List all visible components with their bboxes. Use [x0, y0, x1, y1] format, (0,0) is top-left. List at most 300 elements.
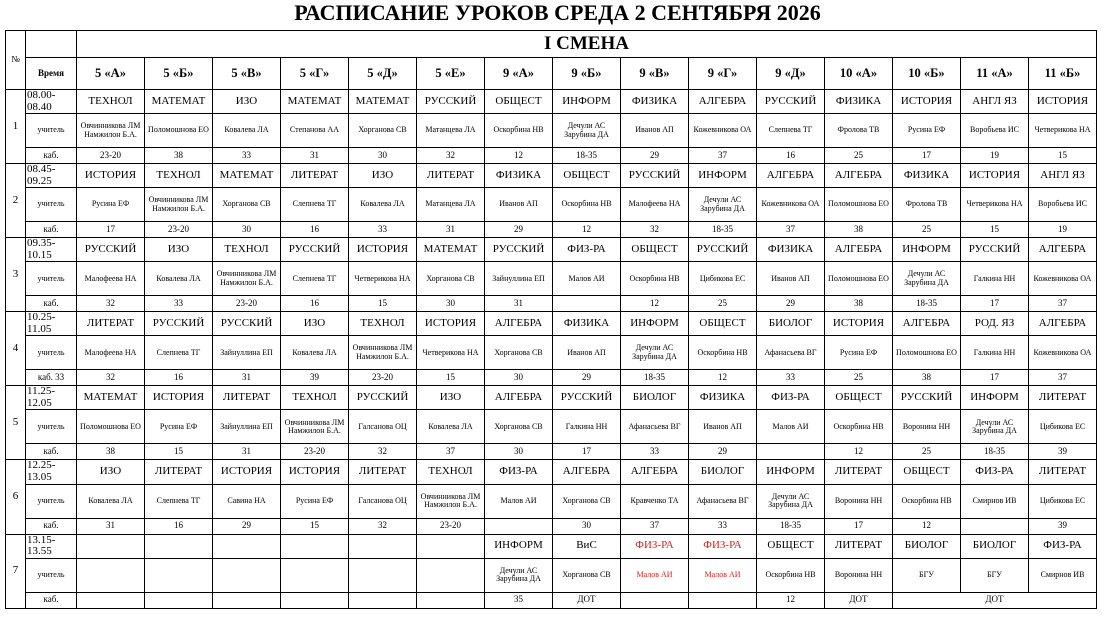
- room-cell: 30: [417, 296, 485, 312]
- class-header: 10 «А»: [825, 58, 893, 90]
- room-cell: 38: [825, 222, 893, 238]
- subject-cell: РУССКИЙ: [893, 386, 961, 410]
- room-cell: 15: [961, 222, 1029, 238]
- teacher-cell: Кравченко ТА: [621, 484, 689, 518]
- teacher-cell: Савина НА: [213, 484, 281, 518]
- subject-cell: МАТЕМАТ: [77, 386, 145, 410]
- room-cell: ДОТ: [825, 592, 893, 608]
- shift-title: I СМЕНА: [77, 31, 1097, 58]
- empty-cell: [417, 534, 485, 558]
- empty-cell: [213, 558, 281, 592]
- teacher-cell: Дечули АС Зарубина ДА: [553, 114, 621, 148]
- room-cell: 25: [825, 370, 893, 386]
- room-cell: 15: [281, 518, 349, 534]
- room-cell: 15: [349, 296, 417, 312]
- teacher-cell: Слепнева ТГ: [757, 114, 825, 148]
- schedule-table: [5, 30, 1097, 609]
- teacher-cell: Оскорбина НВ: [825, 410, 893, 444]
- room-cell: 29: [757, 296, 825, 312]
- empty-cell: [77, 534, 145, 558]
- subject-cell: ФИЗ-РА: [621, 534, 689, 558]
- subject-cell: ИНФОРМ: [689, 164, 757, 188]
- class-header: 5 «В»: [213, 58, 281, 90]
- subject-cell: АЛГЕБРА: [485, 312, 553, 336]
- subject-cell: ФИЗИКА: [757, 238, 825, 262]
- class-header: 9 «Б»: [553, 58, 621, 90]
- subject-cell: РУССКИЙ: [145, 312, 213, 336]
- teacher-cell: Воробьева ИС: [961, 114, 1029, 148]
- room-cell: 12: [689, 370, 757, 386]
- room-cell: [689, 592, 757, 608]
- teacher-cell: Четверикова НА: [1029, 114, 1097, 148]
- room-cell: 39: [1029, 518, 1097, 534]
- teacher-cell: Матанцева ЛА: [417, 114, 485, 148]
- subject-cell: ЛИТЕРАТ: [417, 164, 485, 188]
- subject-cell: АНГЛ ЯЗ: [1029, 164, 1097, 188]
- subject-cell: ОБЩЕСТ: [621, 238, 689, 262]
- teacher-cell: Дечули АС Зарубина ДА: [485, 558, 553, 592]
- teacher-cell: Поломошнова ЕО: [825, 262, 893, 296]
- teacher-cell: Смирнов ИВ: [1029, 558, 1097, 592]
- room-cell: 17: [77, 222, 145, 238]
- empty-cell: [213, 534, 281, 558]
- teacher-cell: Галсанова ОЦ: [349, 410, 417, 444]
- lesson-time: 10.25- 11.05: [26, 312, 77, 336]
- subject-cell: МАТЕМАТ: [281, 90, 349, 114]
- room-cell: 32: [349, 518, 417, 534]
- teacher-cell: Оскорбина НВ: [485, 114, 553, 148]
- subject-cell: ЛИТЕРАТ: [145, 460, 213, 484]
- teacher-cell: Воронина НН: [825, 558, 893, 592]
- teacher-cell: Фролова ТВ: [825, 114, 893, 148]
- teacher-cell: Матанцева ЛА: [417, 188, 485, 222]
- room-label: каб.: [26, 592, 77, 608]
- subject-cell: АЛГЕБРА: [621, 460, 689, 484]
- class-header: 9 «Д»: [757, 58, 825, 90]
- teacher-cell: Зайнуллина ЕП: [213, 336, 281, 370]
- teacher-cell: Поломошнова ЕО: [893, 336, 961, 370]
- number-header: №: [6, 31, 26, 90]
- teacher-cell: Иванов АП: [553, 336, 621, 370]
- room-cell: 31: [77, 518, 145, 534]
- subject-cell: ТЕХНОЛ: [349, 312, 417, 336]
- subject-cell: ИСТОРИЯ: [417, 312, 485, 336]
- subject-cell: ТЕХНОЛ: [145, 164, 213, 188]
- subject-cell: РОД. ЯЗ: [961, 312, 1029, 336]
- class-header: 5 «А»: [77, 58, 145, 90]
- subject-cell: ИЗО: [77, 460, 145, 484]
- subject-cell: МАТЕМАТ: [349, 90, 417, 114]
- class-header: 5 «Д»: [349, 58, 417, 90]
- room-cell: 30: [213, 222, 281, 238]
- room-label: каб.: [26, 296, 77, 312]
- teacher-cell: Овчинникова ЛМ Намжилон Б.А.: [145, 188, 213, 222]
- subject-cell: РУССКИЙ: [621, 164, 689, 188]
- teacher-cell: Воробьева ИС: [1029, 188, 1097, 222]
- subject-cell: ИЗО: [349, 164, 417, 188]
- teacher-cell: Цибикова ЕС: [1029, 484, 1097, 518]
- subject-cell: ЛИТЕРАТ: [1029, 460, 1097, 484]
- empty-cell: [77, 558, 145, 592]
- teacher-cell: Малофеева НА: [77, 336, 145, 370]
- room-cell: [485, 518, 553, 534]
- room-cell: ДОТ: [893, 592, 1097, 608]
- teacher-cell: Малов АИ: [689, 558, 757, 592]
- room-cell: 18-35: [689, 222, 757, 238]
- room-cell: 30: [485, 444, 553, 460]
- room-cell: 35: [485, 592, 553, 608]
- room-cell: 18-35: [961, 444, 1029, 460]
- subject-cell: ЛИТЕРАТ: [825, 534, 893, 558]
- teacher-cell: Малов АИ: [553, 262, 621, 296]
- subject-cell: ИСТОРИЯ: [77, 164, 145, 188]
- room-cell: 15: [1029, 148, 1097, 164]
- subject-cell: ТЕХНОЛ: [417, 460, 485, 484]
- subject-cell: ИНФОРМ: [485, 534, 553, 558]
- subject-cell: ИНФОРМ: [757, 460, 825, 484]
- subject-cell: ФИЗ-РА: [1029, 534, 1097, 558]
- teacher-label: учитель: [26, 114, 77, 148]
- class-header: 5 «Б»: [145, 58, 213, 90]
- room-cell: 25: [893, 222, 961, 238]
- room-cell: 23-20: [77, 148, 145, 164]
- teacher-cell: Малофеева НА: [77, 262, 145, 296]
- teacher-cell: Дечули АС Зарубина ДА: [893, 262, 961, 296]
- subject-cell: МАТЕМАТ: [213, 164, 281, 188]
- teacher-cell: Четверикова НА: [961, 188, 1029, 222]
- room-cell: 12: [621, 296, 689, 312]
- teacher-cell: Афанасьева ВГ: [689, 484, 757, 518]
- room-cell: 37: [1029, 370, 1097, 386]
- empty-cell: [213, 592, 281, 608]
- teacher-cell: Иванов АП: [689, 410, 757, 444]
- empty-cell: [417, 592, 485, 608]
- room-cell: 18-35: [757, 518, 825, 534]
- subject-cell: ИЗО: [213, 90, 281, 114]
- subject-cell: ЛИТЕРАТ: [77, 312, 145, 336]
- room-cell: 39: [1029, 444, 1097, 460]
- subject-cell: РУССКИЙ: [213, 312, 281, 336]
- class-header: 5 «Г»: [281, 58, 349, 90]
- teacher-cell: Оскорбина НВ: [689, 336, 757, 370]
- room-cell: ДОТ: [553, 592, 621, 608]
- room-cell: 12: [757, 592, 825, 608]
- lesson-number: 3: [6, 238, 26, 312]
- subject-cell: ФИЗ-РА: [961, 460, 1029, 484]
- teacher-cell: Ковалева ЛА: [349, 188, 417, 222]
- room-cell: 29: [553, 370, 621, 386]
- subject-cell: РУССКИЙ: [417, 90, 485, 114]
- room-cell: 12: [553, 222, 621, 238]
- subject-cell: ЛИТЕРАТ: [213, 386, 281, 410]
- teacher-label: учитель: [26, 336, 77, 370]
- room-cell: 18-35: [621, 370, 689, 386]
- subject-cell: ТЕХНОЛ: [77, 90, 145, 114]
- teacher-cell: Овчинникова ЛМ Намжилон Б.А.: [77, 114, 145, 148]
- room-cell: 12: [893, 518, 961, 534]
- teacher-cell: Малов АИ: [485, 484, 553, 518]
- room-cell: 32: [417, 148, 485, 164]
- subject-cell: ИСТОРИЯ: [893, 90, 961, 114]
- subject-cell: ФИЗИКА: [893, 164, 961, 188]
- teacher-cell: Овчинникова ЛМ Намжилон Б.А.: [213, 262, 281, 296]
- subject-cell: АЛГЕБРА: [757, 164, 825, 188]
- teacher-cell: Хорганова СВ: [553, 558, 621, 592]
- teacher-cell: БГУ: [893, 558, 961, 592]
- subject-cell: ОБЩЕСТ: [825, 386, 893, 410]
- teacher-cell: Оскорбина НВ: [893, 484, 961, 518]
- room-label: каб.: [26, 222, 77, 238]
- lesson-time: 11.25- 12.05: [26, 386, 77, 410]
- teacher-cell: Степанова АА: [281, 114, 349, 148]
- subject-cell: АЛГЕБРА: [825, 238, 893, 262]
- subject-cell: ИЗО: [281, 312, 349, 336]
- room-cell: [961, 518, 1029, 534]
- empty-cell: [349, 592, 417, 608]
- teacher-cell: Зайнуллина ЕП: [485, 262, 553, 296]
- teacher-cell: Поломошнова ЕО: [825, 188, 893, 222]
- teacher-cell: Слепнева ТГ: [281, 188, 349, 222]
- teacher-cell: Афанасьева ВГ: [757, 336, 825, 370]
- teacher-cell: Зайнуллина ЕП: [213, 410, 281, 444]
- teacher-cell: Русина ЕФ: [77, 188, 145, 222]
- lesson-number: 4: [6, 312, 26, 386]
- room-cell: 33: [213, 148, 281, 164]
- room-cell: 29: [213, 518, 281, 534]
- teacher-cell: Хорганова СВ: [485, 336, 553, 370]
- teacher-cell: Хорганова СВ: [349, 114, 417, 148]
- room-cell: 32: [77, 296, 145, 312]
- teacher-cell: Смирнов ИВ: [961, 484, 1029, 518]
- room-cell: 18-35: [893, 296, 961, 312]
- subject-cell: ЛИТЕРАТ: [349, 460, 417, 484]
- subject-cell: ОБЩЕСТ: [689, 312, 757, 336]
- room-label: каб.: [26, 444, 77, 460]
- subject-cell: РУССКИЙ: [281, 238, 349, 262]
- room-cell: 16: [281, 222, 349, 238]
- room-cell: 37: [689, 148, 757, 164]
- subject-cell: ИСТОРИЯ: [145, 386, 213, 410]
- teacher-cell: Цибикова ЕС: [1029, 410, 1097, 444]
- room-cell: 30: [485, 370, 553, 386]
- subject-cell: РУССКИЙ: [961, 238, 1029, 262]
- teacher-cell: Галсанова ОЦ: [349, 484, 417, 518]
- teacher-cell: Фролова ТВ: [893, 188, 961, 222]
- subject-cell: ФИЗИКА: [689, 386, 757, 410]
- room-cell: 31: [417, 222, 485, 238]
- subject-cell: БИОЛОГ: [621, 386, 689, 410]
- room-cell: 33: [689, 518, 757, 534]
- subject-cell: БИОЛОГ: [757, 312, 825, 336]
- teacher-cell: Хорганова СВ: [485, 410, 553, 444]
- room-cell: 32: [621, 222, 689, 238]
- subject-cell: ИНФОРМ: [621, 312, 689, 336]
- subject-cell: ИЗО: [417, 386, 485, 410]
- subject-cell: БИОЛОГ: [689, 460, 757, 484]
- teacher-cell: Воронина НН: [825, 484, 893, 518]
- room-cell: 31: [213, 370, 281, 386]
- teacher-cell: Ковалева ЛА: [145, 262, 213, 296]
- room-label: каб.: [26, 148, 77, 164]
- room-cell: 25: [893, 444, 961, 460]
- teacher-cell: Слепнева ТГ: [145, 336, 213, 370]
- room-cell: 19: [961, 148, 1029, 164]
- subject-cell: РУССКИЙ: [689, 238, 757, 262]
- room-cell: 30: [349, 148, 417, 164]
- subject-cell: ИЗО: [145, 238, 213, 262]
- teacher-cell: Овчинникова ЛМ Намжилон Б.А.: [281, 410, 349, 444]
- subject-cell: ИНФОРМ: [893, 238, 961, 262]
- teacher-cell: Русина ЕФ: [145, 410, 213, 444]
- room-cell: [757, 444, 825, 460]
- teacher-cell: Ковалева ЛА: [281, 336, 349, 370]
- teacher-cell: Поломошнова ЕО: [77, 410, 145, 444]
- teacher-label: учитель: [26, 410, 77, 444]
- teacher-cell: Дечули АС Зарубина ДА: [961, 410, 1029, 444]
- room-cell: 15: [145, 444, 213, 460]
- teacher-cell: Иванов АП: [757, 262, 825, 296]
- teacher-cell: Овчинникова ЛМ Намжилон Б.А.: [417, 484, 485, 518]
- class-header: 9 «Г»: [689, 58, 757, 90]
- room-cell: 29: [689, 444, 757, 460]
- subject-cell: ИНФОРМ: [553, 90, 621, 114]
- room-cell: 33: [621, 444, 689, 460]
- room-cell: 16: [145, 518, 213, 534]
- teacher-cell: Афанасьева ВГ: [621, 410, 689, 444]
- room-label: каб.: [26, 518, 77, 534]
- room-cell: [553, 296, 621, 312]
- teacher-cell: Хорганова СВ: [553, 484, 621, 518]
- room-cell: 31: [485, 296, 553, 312]
- room-cell: 23-20: [145, 222, 213, 238]
- room-cell: 17: [825, 518, 893, 534]
- subject-cell: МАТЕМАТ: [417, 238, 485, 262]
- teacher-cell: Малов АИ: [757, 410, 825, 444]
- room-cell: 32: [77, 370, 145, 386]
- teacher-cell: Дечули АС Зарубина ДА: [621, 336, 689, 370]
- room-cell: 23-20: [281, 444, 349, 460]
- lesson-time: 09.35- 10.15: [26, 238, 77, 262]
- lesson-time: 08.45- 09.25: [26, 164, 77, 188]
- teacher-cell: Хорганова СВ: [213, 188, 281, 222]
- room-cell: 23-20: [213, 296, 281, 312]
- room-cell: 37: [757, 222, 825, 238]
- lesson-number: 2: [6, 164, 26, 238]
- room-cell: 18-35: [553, 148, 621, 164]
- room-cell: 17: [961, 296, 1029, 312]
- subject-cell: АЛГЕБРА: [553, 460, 621, 484]
- subject-cell: ОБЩЕСТ: [893, 460, 961, 484]
- subject-cell: ИНФОРМ: [961, 386, 1029, 410]
- subject-cell: ИСТОРИЯ: [213, 460, 281, 484]
- class-header: 11 «А»: [961, 58, 1029, 90]
- teacher-cell: Иванов АП: [485, 188, 553, 222]
- teacher-cell: Слепнева ТГ: [145, 484, 213, 518]
- teacher-cell: Кожевникова ОА: [689, 114, 757, 148]
- subject-cell: ЛИТЕРАТ: [281, 164, 349, 188]
- teacher-cell: Дечули АС Зарубина ДА: [689, 188, 757, 222]
- teacher-cell: Ковалева ЛА: [213, 114, 281, 148]
- empty-cell: [281, 592, 349, 608]
- teacher-label: учитель: [26, 188, 77, 222]
- subject-cell: ФИЗИКА: [621, 90, 689, 114]
- room-cell: 33: [757, 370, 825, 386]
- teacher-cell: Слепнева ТГ: [281, 262, 349, 296]
- teacher-cell: Дечули АС Зарубина ДА: [757, 484, 825, 518]
- subject-cell: ИСТОРИЯ: [349, 238, 417, 262]
- room-cell: 23-20: [349, 370, 417, 386]
- teacher-cell: Четверикова НА: [349, 262, 417, 296]
- room-cell: 32: [349, 444, 417, 460]
- room-cell: 38: [825, 296, 893, 312]
- room-cell: 12: [485, 148, 553, 164]
- room-cell: 33: [349, 222, 417, 238]
- teacher-cell: Галкина НН: [961, 336, 1029, 370]
- teacher-cell: Цибикова ЕС: [689, 262, 757, 296]
- subject-cell: ТЕХНОЛ: [281, 386, 349, 410]
- subject-cell: АЛГЕБРА: [485, 386, 553, 410]
- class-header: 5 «Е»: [417, 58, 485, 90]
- room-cell: 39: [281, 370, 349, 386]
- subject-cell: МАТЕМАТ: [145, 90, 213, 114]
- room-cell: 16: [145, 370, 213, 386]
- blank-cell: [26, 31, 77, 58]
- lesson-time: 13.15- 13.55: [26, 534, 77, 558]
- subject-cell: ФИЗИКА: [825, 90, 893, 114]
- subject-cell: РУССКИЙ: [349, 386, 417, 410]
- teacher-cell: Оскорбина НВ: [757, 558, 825, 592]
- teacher-cell: Оскорбина НВ: [553, 188, 621, 222]
- teacher-cell: Русина ЕФ: [825, 336, 893, 370]
- subject-cell: ОБЩЕСТ: [485, 90, 553, 114]
- teacher-cell: Галкина НН: [553, 410, 621, 444]
- subject-cell: ИСТОРИЯ: [961, 164, 1029, 188]
- teacher-cell: БГУ: [961, 558, 1029, 592]
- empty-cell: [145, 534, 213, 558]
- empty-cell: [145, 558, 213, 592]
- subject-cell: АЛГЕБРА: [689, 90, 757, 114]
- subject-cell: РУССКИЙ: [553, 386, 621, 410]
- teacher-cell: Кожевникова ОА: [1029, 336, 1097, 370]
- room-cell: 33: [145, 296, 213, 312]
- subject-cell: АЛГЕБРА: [825, 164, 893, 188]
- lesson-number: 1: [6, 90, 26, 164]
- teacher-cell: Воронина НН: [893, 410, 961, 444]
- lesson-number: 7: [6, 534, 26, 608]
- subject-cell: ТЕХНОЛ: [213, 238, 281, 262]
- subject-cell: ИСТОРИЯ: [825, 312, 893, 336]
- teacher-cell: Малофеева НА: [621, 188, 689, 222]
- empty-cell: [77, 592, 145, 608]
- room-cell: 31: [281, 148, 349, 164]
- subject-cell: ЛИТЕРАТ: [1029, 386, 1097, 410]
- class-header: 9 «А»: [485, 58, 553, 90]
- teacher-cell: Русина ЕФ: [893, 114, 961, 148]
- empty-cell: [281, 558, 349, 592]
- schedule-title: РАСПИСАНИЕ УРОКОВ СРЕДА 2 СЕНТЯБРЯ 2026: [294, 0, 821, 25]
- subject-cell: РУССКИЙ: [757, 90, 825, 114]
- room-cell: 31: [213, 444, 281, 460]
- teacher-cell: Поломошнова ЕО: [145, 114, 213, 148]
- subject-cell: БИОЛОГ: [961, 534, 1029, 558]
- class-header: 10 «Б»: [893, 58, 961, 90]
- subject-cell: ФИЗ-РА: [485, 460, 553, 484]
- subject-cell: ЛИТЕРАТ: [825, 460, 893, 484]
- room-cell: 37: [1029, 296, 1097, 312]
- teacher-cell: Овчинникова ЛМ Намжилон Б.А.: [349, 336, 417, 370]
- room-cell: 16: [757, 148, 825, 164]
- subject-cell: БИОЛОГ: [893, 534, 961, 558]
